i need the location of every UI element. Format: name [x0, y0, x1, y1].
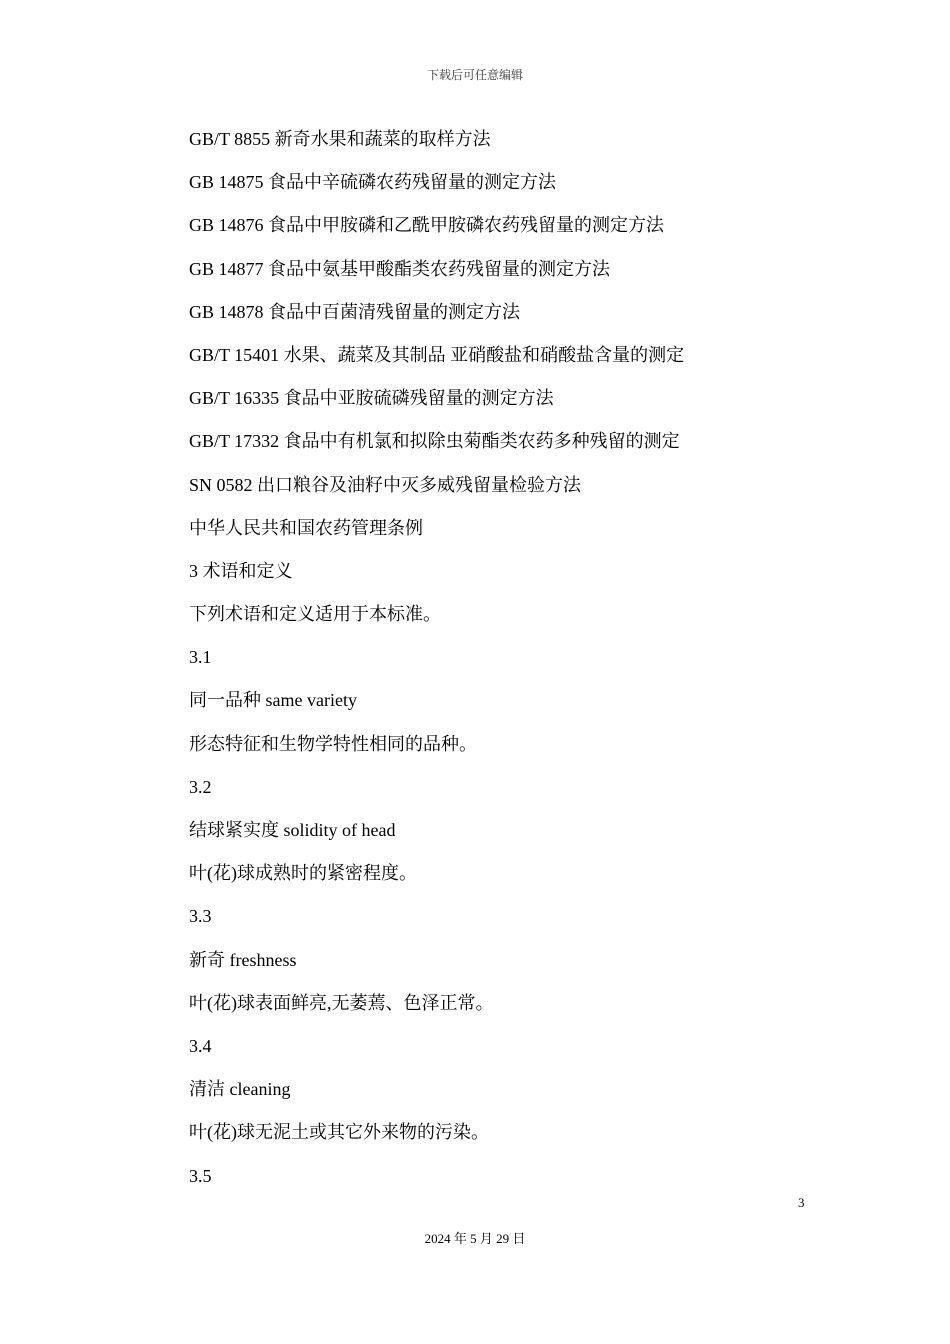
- reference-gb-14878: GB 14878 食品中百菌清残留量的测定方法: [189, 301, 521, 322]
- reference-gbt-16335: GB/T 16335 食品中亚胺硫磷残留量的测定方法: [189, 388, 554, 409]
- term-cleaning: 清洁 cleaning: [189, 1079, 291, 1100]
- footer-date: 2024 年 5 月 29 日: [424, 1231, 526, 1246]
- definition-same-variety: 形态特征和生物学特性相同的品种。: [189, 733, 477, 754]
- page-header: 下载后可任意编辑: [426, 68, 523, 82]
- reference-gb-14876: GB 14876 食品中甲胺磷和乙酰甲胺磷农药残留量的测定方法: [189, 215, 665, 236]
- reference-sn-0582: SN 0582 出口粮谷及油籽中灭多威残留量检验方法: [189, 474, 582, 495]
- term-number-3-1: 3.1: [189, 647, 212, 668]
- reference-gbt-17332: GB/T 17332 食品中有机氯和拟除虫菊酯类农药多种残留的测定: [189, 431, 680, 452]
- term-number-3-5: 3.5: [189, 1165, 212, 1186]
- definition-solidity-of-head: 叶(花)球成熟时的紧密程度。: [189, 863, 417, 884]
- term-number-3-2: 3.2: [189, 776, 212, 797]
- term-freshness: 新奇 freshness: [189, 949, 297, 970]
- page-number: 3: [798, 1195, 805, 1210]
- term-number-3-4: 3.4: [189, 1035, 212, 1056]
- term-number-3-3: 3.3: [189, 906, 212, 927]
- term-solidity-of-head: 结球紧实度 solidity of head: [189, 820, 396, 840]
- reference-gbt-15401: GB/T 15401 水果、蔬菜及其制品 亚硝酸盐和硝酸盐含量的测定: [189, 344, 685, 365]
- section-intro: 下列术语和定义适用于本标准。: [189, 604, 441, 625]
- definition-cleaning: 叶(花)球无泥土或其它外来物的污染。: [189, 1122, 489, 1143]
- reference-gb-14877: GB 14877 食品中氨基甲酸酯类农药残留量的测定方法: [189, 258, 611, 279]
- reference-pesticide-regulation: 中华人民共和国农药管理条例: [189, 517, 423, 538]
- reference-gbt-8855: GB/T 8855 新奇水果和蔬菜的取样方法: [189, 129, 491, 149]
- section-heading-terms: 3 术语和定义: [189, 560, 293, 581]
- definition-freshness: 叶(花)球表面鲜亮,无萎蔫、色泽正常。: [189, 992, 494, 1013]
- reference-gb-14875: GB 14875 食品中辛硫磷农药残留量的测定方法: [189, 172, 557, 193]
- document-body: [189, 124, 809, 1204]
- term-same-variety: 同一品种 same variety: [189, 690, 357, 711]
